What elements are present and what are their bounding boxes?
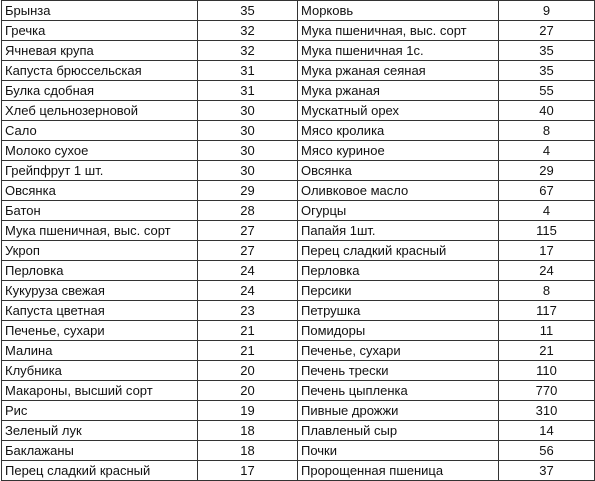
value-cell: 17 (198, 461, 298, 481)
table-row (2, 241, 595, 261)
food-name-cell: Зеленый лук (2, 421, 198, 441)
value-cell: 30 (198, 121, 298, 141)
value-cell: 17 (499, 241, 595, 261)
food-name-cell: Мука ржаная сеяная (298, 61, 499, 81)
value-cell: 56 (499, 441, 595, 461)
table-row (2, 1, 595, 21)
food-name-cell: Печень цыпленка (298, 381, 499, 401)
food-name-cell: Мука пшеничная, выс. сорт (2, 221, 198, 241)
food-name-cell: Мускатный орех (298, 101, 499, 121)
table-row (2, 401, 595, 421)
table-row (2, 461, 595, 481)
food-name-cell: Гречка (2, 21, 198, 41)
value-cell: 30 (198, 141, 298, 161)
food-name-cell: Печень трески (298, 361, 499, 381)
table-row (2, 301, 595, 321)
food-name-cell: Укроп (2, 241, 198, 261)
value-cell: 18 (198, 441, 298, 461)
value-cell: 29 (499, 161, 595, 181)
food-name-cell: Кукуруза свежая (2, 281, 198, 301)
value-cell: 310 (499, 401, 595, 421)
food-name-cell: Мука ржаная (298, 81, 499, 101)
food-name-cell: Плавленый сыр (298, 421, 499, 441)
food-name-cell: Овсянка (298, 161, 499, 181)
table-row (2, 121, 595, 141)
food-name-cell: Капуста цветная (2, 301, 198, 321)
value-cell: 21 (499, 341, 595, 361)
food-name-cell: Клубника (2, 361, 198, 381)
value-cell: 9 (499, 1, 595, 21)
food-name-cell: Брынза (2, 1, 198, 21)
value-cell: 35 (499, 41, 595, 61)
table-row (2, 381, 595, 401)
table-row (2, 81, 595, 101)
value-cell: 30 (198, 161, 298, 181)
table-row (2, 441, 595, 461)
table-row (2, 361, 595, 381)
value-cell: 27 (499, 21, 595, 41)
food-name-cell: Перец сладкий красный (2, 461, 198, 481)
table-row (2, 141, 595, 161)
food-name-cell: Перец сладкий красный (298, 241, 499, 261)
value-cell: 55 (499, 81, 595, 101)
food-name-cell: Огурцы (298, 201, 499, 221)
food-name-cell: Рис (2, 401, 198, 421)
value-cell: 117 (499, 301, 595, 321)
food-name-cell: Баклажаны (2, 441, 198, 461)
food-name-cell: Печенье, сухари (2, 321, 198, 341)
value-cell: 29 (198, 181, 298, 201)
value-cell: 32 (198, 21, 298, 41)
value-cell: 8 (499, 121, 595, 141)
food-name-cell: Грейпфрут 1 шт. (2, 161, 198, 181)
value-cell: 67 (499, 181, 595, 201)
food-name-cell: Оливковое масло (298, 181, 499, 201)
food-name-cell: Хлеб цельнозерновой (2, 101, 198, 121)
food-name-cell: Ячневая крупа (2, 41, 198, 61)
value-cell: 115 (499, 221, 595, 241)
table-row (2, 281, 595, 301)
food-name-cell: Капуста брюссельская (2, 61, 198, 81)
food-name-cell: Макароны, высший сорт (2, 381, 198, 401)
table-row (2, 421, 595, 441)
value-cell: 4 (499, 141, 595, 161)
food-name-cell: Мясо куриное (298, 141, 499, 161)
food-name-cell: Морковь (298, 1, 499, 21)
food-name-cell: Овсянка (2, 181, 198, 201)
value-cell: 11 (499, 321, 595, 341)
food-name-cell: Папайя 1шт. (298, 221, 499, 241)
value-cell: 32 (198, 41, 298, 61)
table-row (2, 161, 595, 181)
table-row (2, 341, 595, 361)
food-name-cell: Мука пшеничная, выс. сорт (298, 21, 499, 41)
value-cell: 24 (198, 261, 298, 281)
value-cell: 31 (198, 81, 298, 101)
value-cell: 110 (499, 361, 595, 381)
food-name-cell: Помидоры (298, 321, 499, 341)
food-name-cell: Перловка (298, 261, 499, 281)
value-cell: 30 (198, 101, 298, 121)
value-cell: 35 (198, 1, 298, 21)
food-name-cell: Малина (2, 341, 198, 361)
value-cell: 14 (499, 421, 595, 441)
food-name-cell: Молоко сухое (2, 141, 198, 161)
table-body (2, 1, 595, 481)
food-name-cell: Печенье, сухари (298, 341, 499, 361)
food-values-table (1, 0, 595, 481)
table-row (2, 61, 595, 81)
value-cell: 37 (499, 461, 595, 481)
table-row (2, 41, 595, 61)
value-cell: 8 (499, 281, 595, 301)
value-cell: 27 (198, 241, 298, 261)
table-row (2, 101, 595, 121)
table-row (2, 21, 595, 41)
table-row (2, 181, 595, 201)
value-cell: 40 (499, 101, 595, 121)
table-row (2, 221, 595, 241)
value-cell: 19 (198, 401, 298, 421)
food-name-cell: Мясо кролика (298, 121, 499, 141)
value-cell: 27 (198, 221, 298, 241)
value-cell: 21 (198, 321, 298, 341)
food-name-cell: Батон (2, 201, 198, 221)
value-cell: 21 (198, 341, 298, 361)
value-cell: 24 (198, 281, 298, 301)
value-cell: 770 (499, 381, 595, 401)
value-cell: 31 (198, 61, 298, 81)
food-name-cell: Сало (2, 121, 198, 141)
food-name-cell: Пророщенная пшеница (298, 461, 499, 481)
food-name-cell: Перловка (2, 261, 198, 281)
value-cell: 23 (198, 301, 298, 321)
table-row (2, 201, 595, 221)
food-name-cell: Персики (298, 281, 499, 301)
table-row (2, 261, 595, 281)
value-cell: 35 (499, 61, 595, 81)
value-cell: 20 (198, 361, 298, 381)
value-cell: 18 (198, 421, 298, 441)
value-cell: 20 (198, 381, 298, 401)
value-cell: 4 (499, 201, 595, 221)
food-name-cell: Почки (298, 441, 499, 461)
table-row (2, 321, 595, 341)
food-name-cell: Петрушка (298, 301, 499, 321)
food-name-cell: Пивные дрожжи (298, 401, 499, 421)
value-cell: 24 (499, 261, 595, 281)
food-name-cell: Мука пшеничная 1с. (298, 41, 499, 61)
food-name-cell: Булка сдобная (2, 81, 198, 101)
value-cell: 28 (198, 201, 298, 221)
